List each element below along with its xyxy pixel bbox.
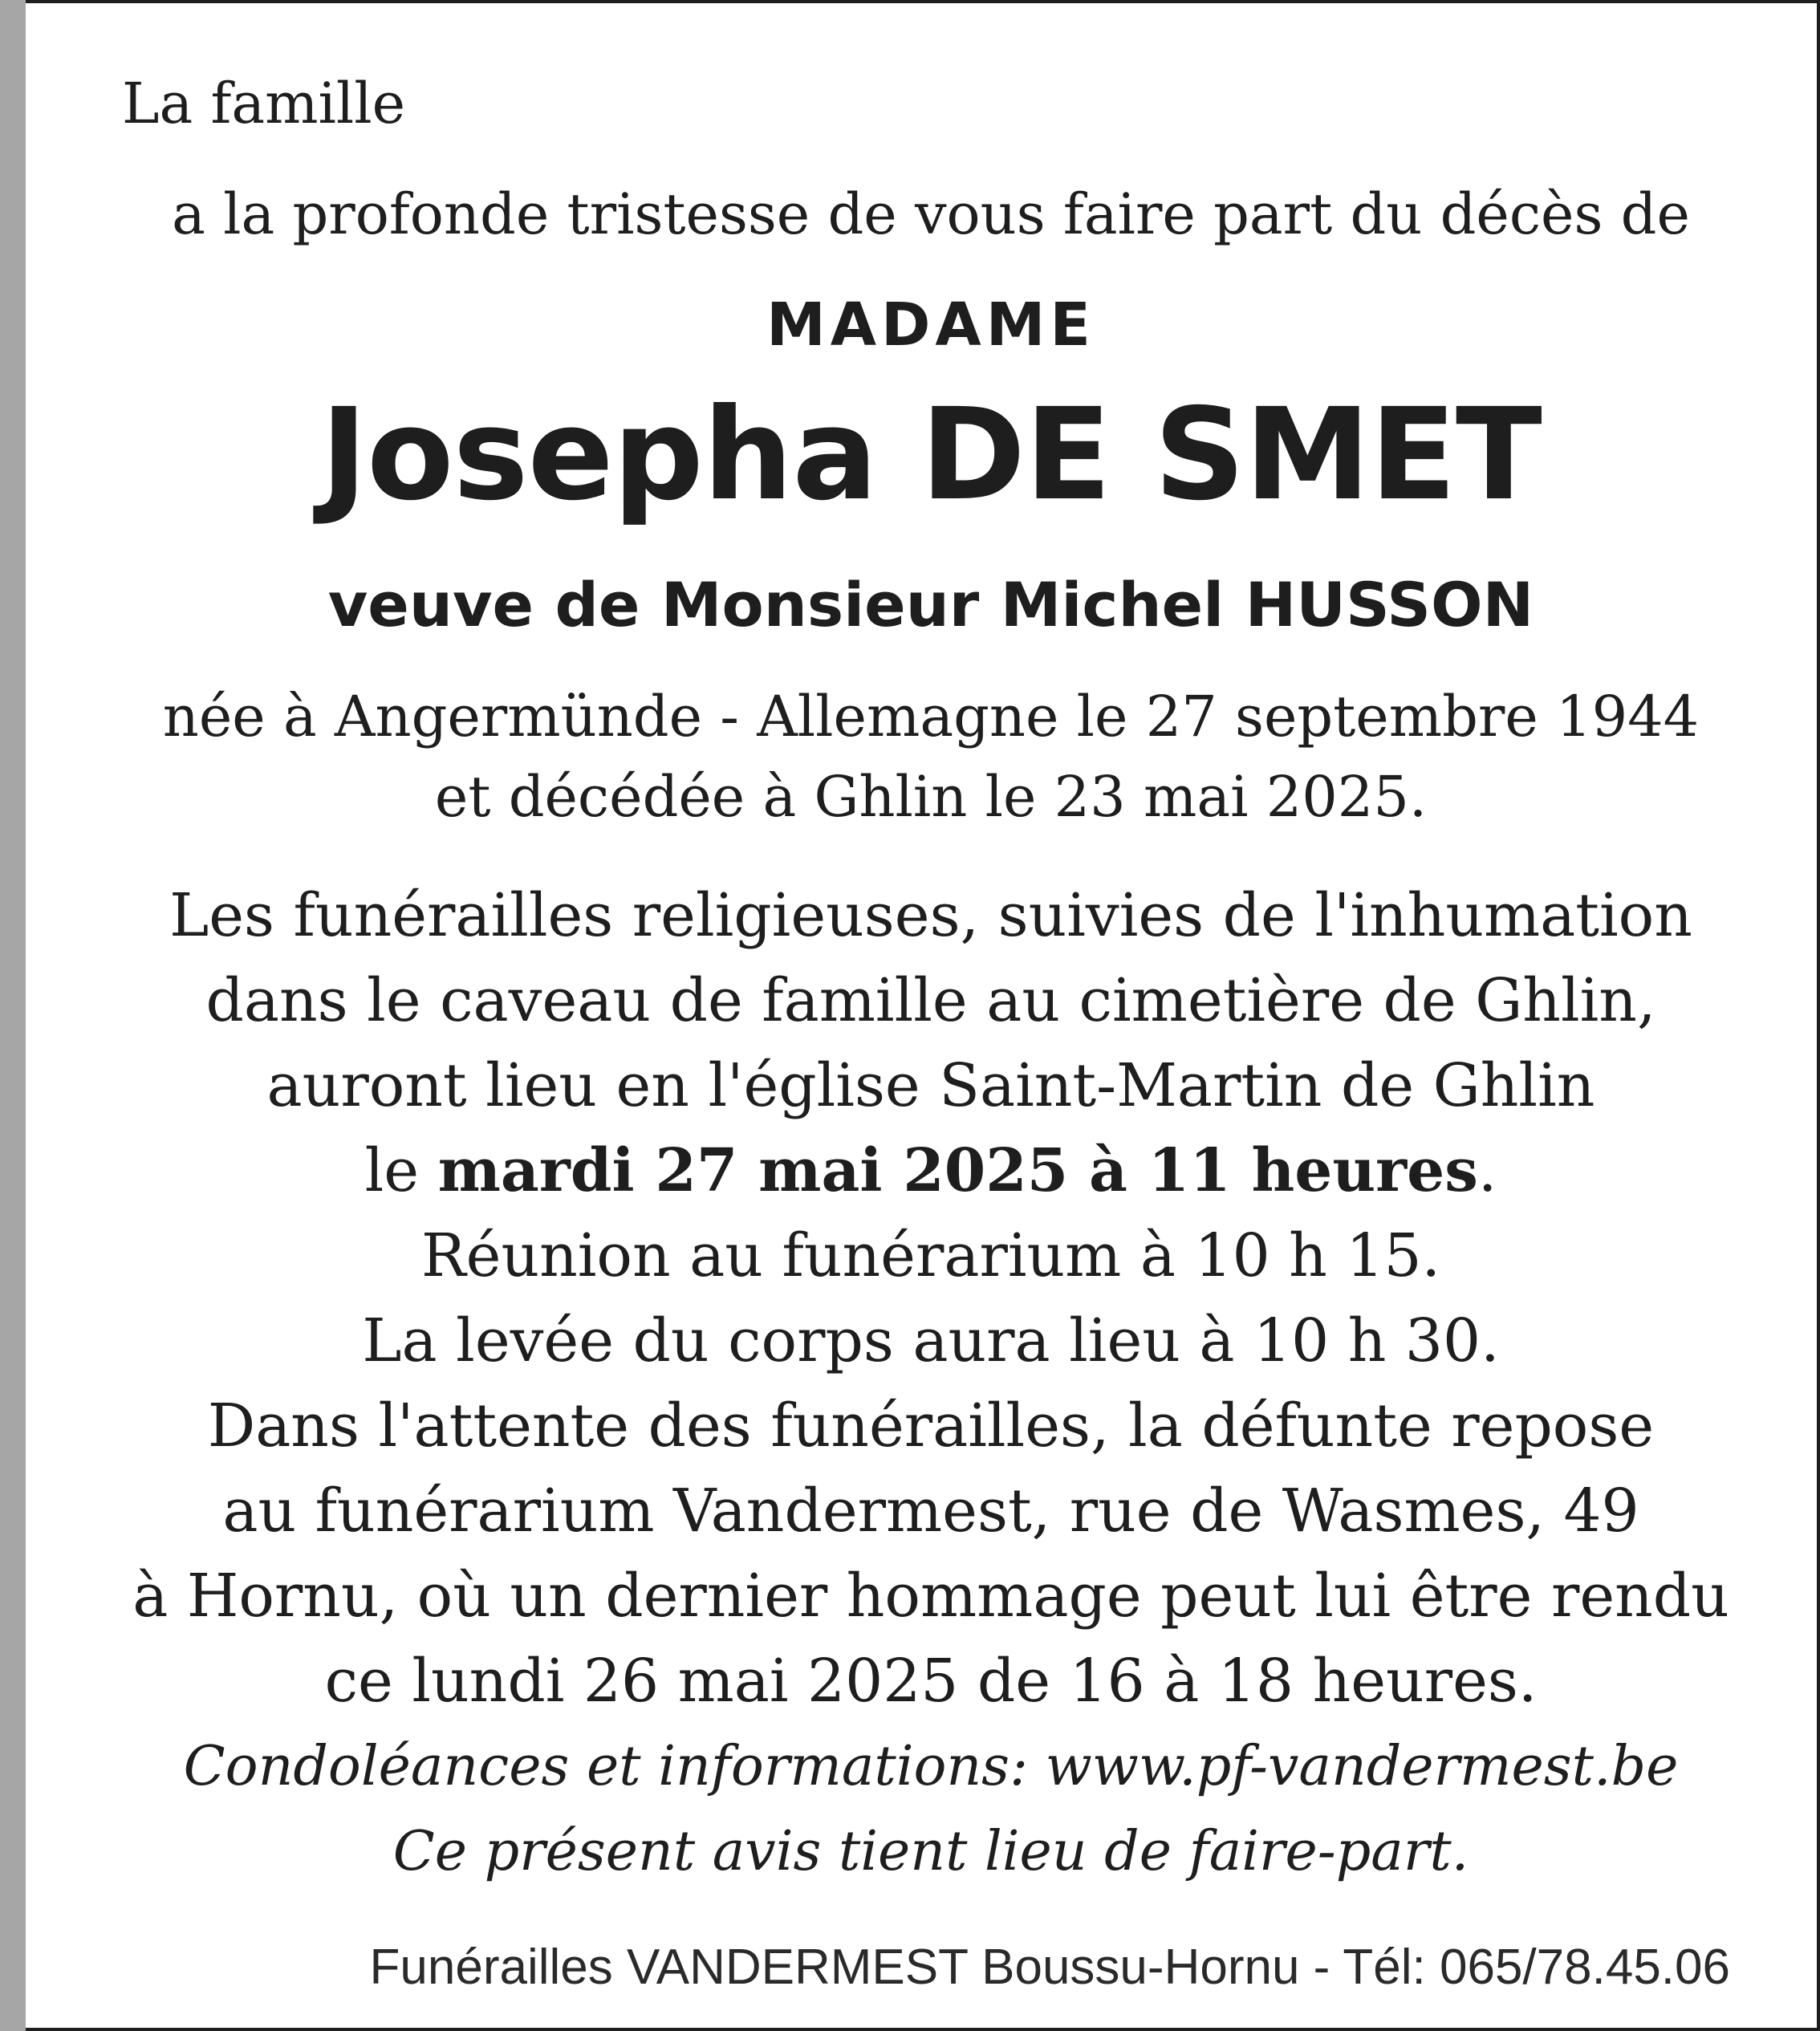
info-line-3: Dans l'attente des funérailles, la défunte repose	[207, 1391, 1655, 1460]
death-line: et décédée à Ghlin le 23 mai 2025.	[434, 764, 1428, 830]
intro-text: La famille	[122, 71, 406, 136]
info-line-5: à Hornu, où un dernier hommage peut lui être rendu	[132, 1562, 1729, 1631]
faire-part-line: Ce présent avis tient lieu de faire-part.	[392, 1820, 1469, 1883]
info-line-2: La levée du corps aura lieu à 10 h 30.	[362, 1306, 1500, 1375]
title-madame: MADAME	[766, 290, 1095, 359]
funeral-home-footer: Funérailles VANDERMEST Boussu-Hornu - Tél: 065/78.45.06	[369, 1940, 1730, 1995]
info-line-6: ce lundi 26 mai 2025 de 16 à 18 heures.	[324, 1647, 1538, 1716]
funeral-date-bold: mardi 27 mai 2025 à 11 heures	[437, 1136, 1478, 1205]
deceased-name: Josepha DE SMET	[320, 381, 1542, 529]
funeral-line-2: dans le caveau de famille au cimetière de Ghlin,	[205, 966, 1656, 1035]
condolences-line: Condoléances et informations: www.pf-vandermest.be	[183, 1735, 1679, 1798]
info-line-1: Réunion au funérarium à 10 h 15.	[420, 1221, 1441, 1290]
funeral-date-line	[96, 1136, 1765, 1205]
date-prefix: le	[364, 1136, 438, 1205]
funeral-line-1: Les funérailles religieuses, suivies de l'inhumation	[169, 881, 1692, 950]
spouse-line: veuve de Monsieur Michel HUSSON	[327, 569, 1534, 640]
funeral-line-3: auront lieu en l'église Saint-Martin de Ghlin	[266, 1051, 1595, 1120]
info-line-4: au funérarium Vandermest, rue de Wasmes, 49	[222, 1477, 1639, 1546]
announce-text: a la profonde tristesse de vous faire part du décès de	[172, 181, 1690, 247]
date-suffix: .	[1477, 1136, 1497, 1205]
left-margin-bar	[0, 0, 26, 2031]
birth-line: née à Angermünde - Allemagne le 27 septembre 1944	[162, 684, 1700, 749]
